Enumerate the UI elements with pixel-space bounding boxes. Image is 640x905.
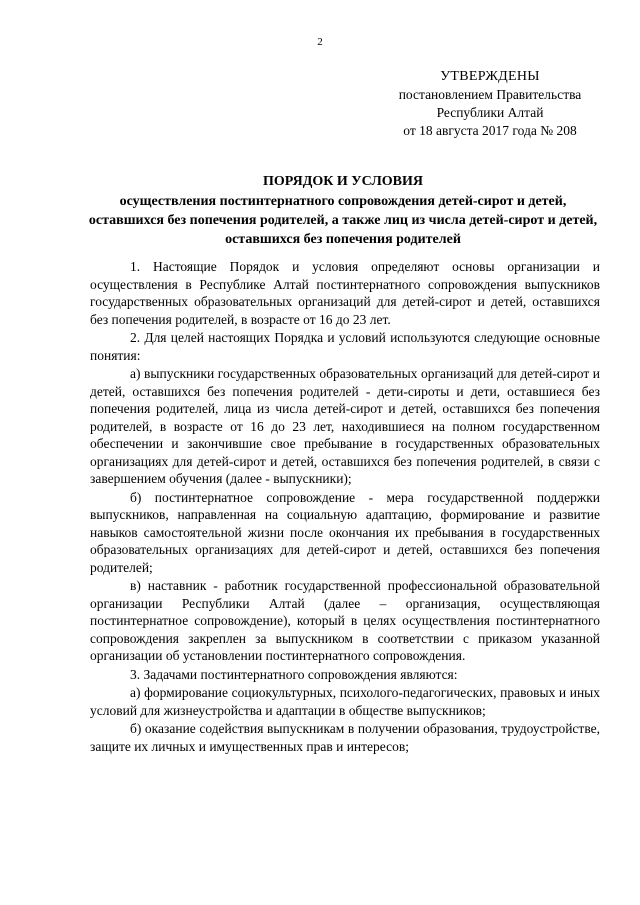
paragraph-2a: а) выпускники государственных образовательных организаций для детей-сирот и детей, оставшихся без попечения родителей - дети-сироты и дети, оставшиеся без попечения родителей, лица из числа детей-сирот и детей, оставшихся без попечения родителей, в возрасте от 16 до 23 лет, находившиеся на полном государственном обеспечении и закончившие свое пребывание в государственных образовательных организациях для детей-сирот и детей, оставшихся без попечения родителей, в связи с завершением обучения (далее - выпускники);: [90, 366, 600, 486]
document-title: ПОРЯДОК И УСЛОВИЯ: [262, 174, 423, 189]
paragraph-2c: в) наставник - работник государственной профессиональной образовательной организации Республики Алтай (далее – организация, осуществляющая постинтернатное сопровождение), который в целях осуществления постинтернатного сопровождения закреплен за выпускником в соответствии с приказом указанной организации об установлении постинтернатного сопровождения.: [90, 578, 600, 663]
approval-title: УТВЕРЖДЕНЫ: [440, 69, 540, 84]
approval-authority: постановлением Правительства: [398, 87, 582, 102]
document-title-block: [86, 172, 600, 249]
paragraph-3: 3. Задачами постинтернатного сопровождения являются:: [130, 666, 458, 682]
paragraph-2: 2. Для целей настоящих Порядка и условий используются следующие основные понятия:: [90, 330, 600, 363]
paragraph-1: 1. Настоящие Порядок и условия определяют основы организации и осуществления в Республике Алтай постинтернатного сопровождения выпускников государственных образовательных организаций для детей-сирот и детей, оставшихся без попечения родителей, в возрасте от 16 до 23 лет.: [90, 259, 600, 327]
page-number: 2: [317, 36, 323, 48]
approval-block: [380, 68, 600, 140]
document-subtitle: осуществления постинтернатного сопровождения детей-сирот и детей, оставшихся без попечения родителей, а также лиц из числа детей-сирот и детей, оставшихся без попечения родителей: [88, 194, 598, 247]
document-body: [90, 258, 600, 756]
paragraph-2b: б) постинтернатное сопровождение - мера государственной поддержки выпускников, направленная на социальную адаптацию, формирование и развитие навыков самостоятельной жизни после окончания их пребывания в государственных образовательных организациях для детей-сирот и детей, оставшихся без попечения родителей;: [90, 489, 600, 575]
paragraph-3b: б) оказание содействия выпускникам в получении образования, трудоустройстве, защите их личных и имущественных прав и интересов;: [90, 721, 600, 754]
paragraph-3a: а) формирование социокультурных, психолого-педагогических, правовых и иных условий для жизнеустройства и адаптации в обществе выпускников;: [90, 685, 600, 718]
approval-region: Республики Алтай: [436, 105, 544, 120]
approval-date: от 18 августа 2017 года № 208: [403, 123, 577, 138]
